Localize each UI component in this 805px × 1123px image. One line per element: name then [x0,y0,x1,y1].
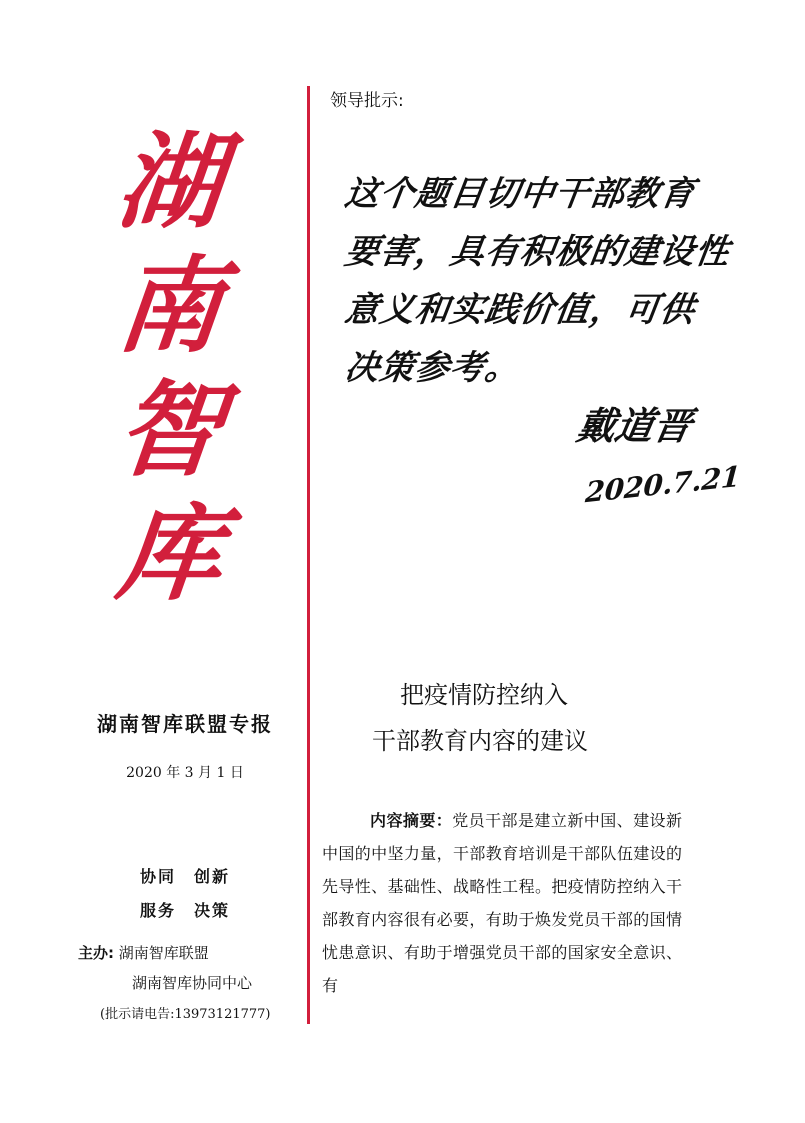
handwritten-line: 要害，具有积极的建设性 [342,232,733,272]
abstract-text: 党员干部是建立新中国、建设新中国的中坚力量，干部教育培训是干部队伍建设的先导性、基础性、战略性工程。把疫情防控纳入干部教育内容很有必要，有助于焕发党员干部的国情忧患意识、有助于增强党员干部的国家安全意识、有 [322,811,682,995]
masthead-char: 湖 [111,120,229,243]
red-divider [307,86,310,1024]
approval-label: 领导批示: [330,91,404,111]
masthead-calligraphy [95,120,245,616]
masthead-char: 智 [111,368,229,491]
article-title [330,672,780,764]
masthead-char: 南 [111,244,229,367]
host-row [78,938,252,968]
motto [100,860,270,928]
host-org: 湖南智库协同中心 [132,974,253,992]
abstract-paragraph [322,804,682,1002]
signature-date: 2020.7.21 [584,459,742,510]
handwritten-signature: 戴道晋 [573,403,696,448]
motto-line: 协同 创新 [139,867,230,886]
host-block [78,938,252,998]
handwritten-line: 意义和实践价值，可供 [342,290,698,330]
host-org: 湖南智库联盟 [118,944,209,962]
report-date: 2020 年 3 月 1 日 [126,765,244,781]
handwritten-line: 这个题目切中干部教育 [342,174,698,214]
report-title: 湖南智库联盟专报 [97,712,273,736]
host-label: 主办: [78,944,114,962]
contact-phone: (批示请电告:13973121777) [100,1007,271,1022]
article-title-line: 干部教育内容的建议 [372,727,588,755]
abstract-label: 内容摘要： [370,811,453,830]
masthead-char: 库 [111,492,229,615]
handwritten-line: 决策参考。 [342,348,523,388]
article-title-line: 把疫情防控纳入 [400,681,568,709]
handwritten-approval [342,165,745,397]
motto-line: 服务 决策 [139,901,230,920]
